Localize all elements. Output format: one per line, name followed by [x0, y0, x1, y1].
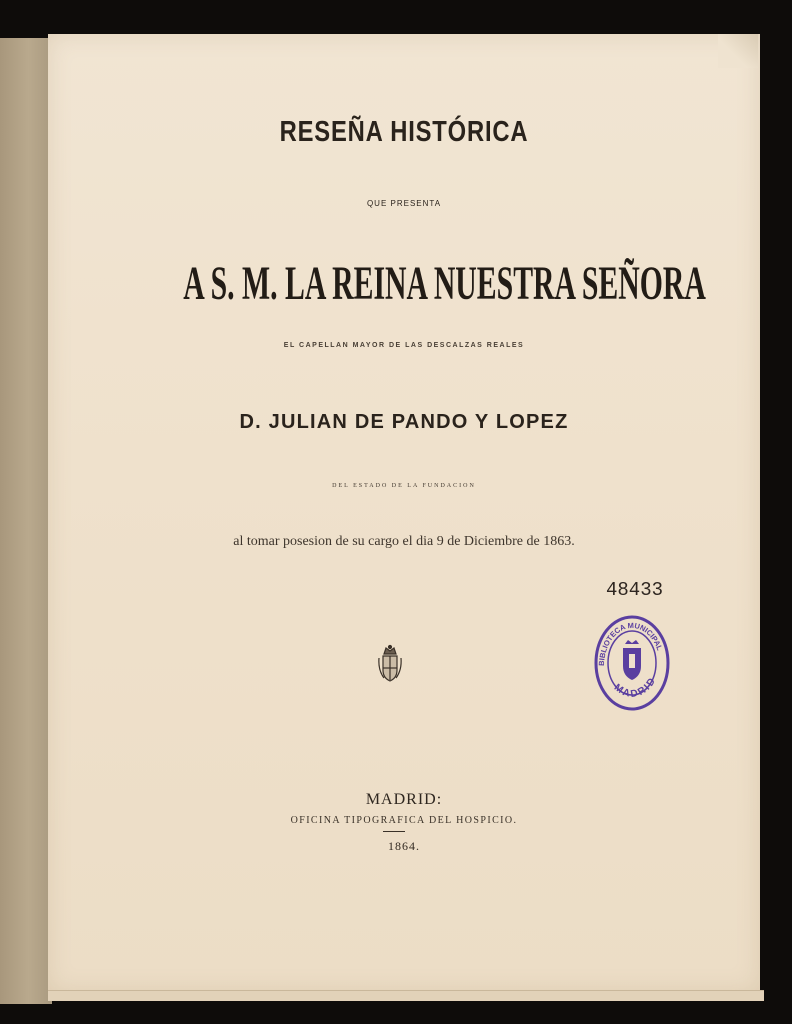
royal-crest-icon [376, 644, 404, 684]
capellan-line: EL CAPELLAN MAYOR DE LAS DESCALZAS REALES [283, 342, 525, 349]
page-corner [718, 34, 758, 68]
document-title: RESEÑA HISTÓRICA [279, 116, 529, 148]
catalog-number: 48433 [606, 579, 664, 601]
book-cover-edge [0, 38, 52, 1004]
presenta-line: QUE PRESENTA [366, 199, 442, 208]
printer-line: OFICINA TIPOGRAFICA DEL HOSPICIO. [290, 815, 518, 826]
author-name: D. JULIAN DE PANDO Y LOPEZ [239, 411, 569, 433]
stamp-bottom-text: MADRID [611, 674, 659, 701]
occasion-line: al tomar posesion de su cargo el dia 9 de Diciembre de 1863. [233, 534, 575, 549]
page-bottom-edge [48, 990, 764, 1001]
library-stamp [592, 614, 672, 712]
publication-year: 1864. [388, 839, 420, 853]
dedicatee-heading: A S. M. LA REINA NUESTRA SEÑORA [183, 257, 706, 310]
estado-line: DEL ESTADO DE LA FUNDACION [332, 483, 476, 489]
place-of-publication: MADRID: [365, 791, 443, 808]
stamp-top-text: BIBLIOTECA MUNICIPAL [596, 620, 665, 667]
svg-text:MADRID [612, 675, 659, 700]
divider [383, 831, 405, 832]
